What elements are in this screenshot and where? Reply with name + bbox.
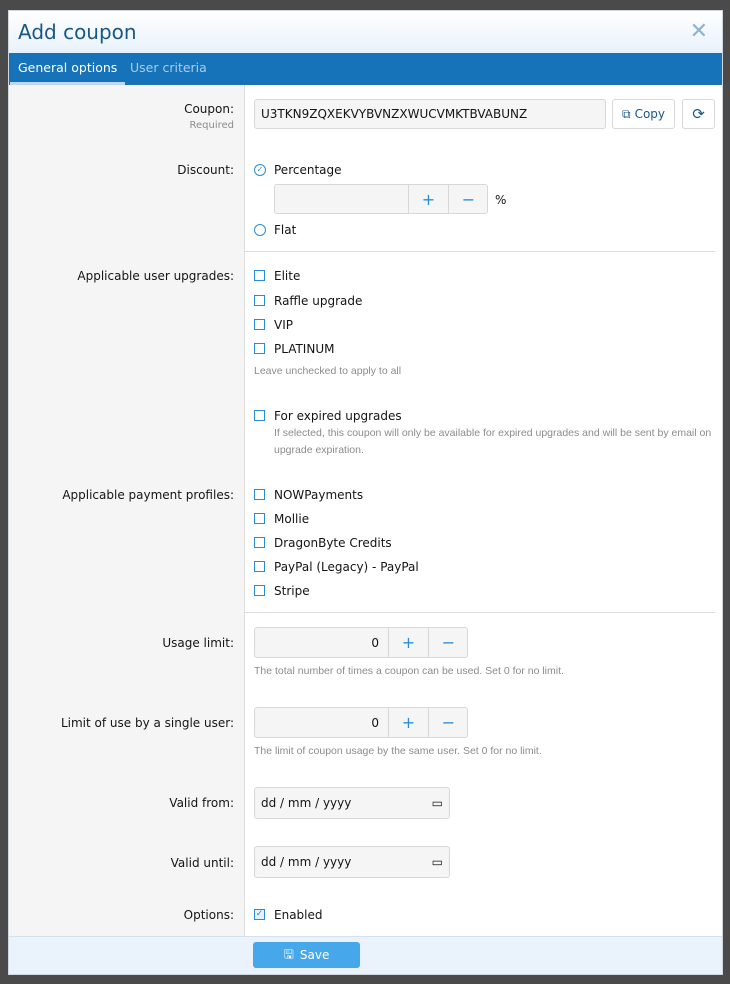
valid-until-label: Valid until: xyxy=(170,856,234,870)
payments-label: Applicable payment profiles: xyxy=(62,488,234,502)
single-user-limit-value[interactable]: 0 xyxy=(371,716,379,730)
calendar-icon[interactable]: ▭ xyxy=(431,855,443,869)
calendar-icon[interactable]: ▭ xyxy=(431,796,443,810)
valid-from-label: Valid from: xyxy=(169,796,234,810)
upgrade-label: PLATINUM xyxy=(274,342,335,356)
percentage-radio[interactable]: ✓ xyxy=(254,164,266,176)
valid-until-input[interactable] xyxy=(254,846,450,878)
enabled-label: Enabled xyxy=(274,908,323,922)
tab-bar xyxy=(9,53,722,85)
payment-label: PayPal (Legacy) - PayPal xyxy=(274,560,419,574)
upgrade-checkbox[interactable] xyxy=(254,319,265,330)
coupon-input[interactable]: U3TKN9ZQXEKVYBVNZXWUCVMKTBVABUNZ xyxy=(254,99,606,129)
expired-hint xyxy=(274,425,719,459)
payment-checkbox[interactable] xyxy=(254,489,265,500)
upgrade-label: Elite xyxy=(274,269,301,283)
upgrade-checkbox[interactable] xyxy=(254,343,265,354)
divider xyxy=(245,612,715,613)
increment-button[interactable]: + xyxy=(388,708,428,737)
flat-radio[interactable] xyxy=(254,224,266,236)
percent-sign: % xyxy=(495,193,507,207)
payment-label: Mollie xyxy=(274,512,310,526)
upgrade-checkbox[interactable] xyxy=(254,270,265,281)
copy-icon: ⧉ xyxy=(621,106,631,121)
percentage-stepper[interactable] xyxy=(274,184,488,214)
payment-label: Stripe xyxy=(274,584,310,598)
single-user-limit-hint: The limit of coupon usage by the same user. Set 0 for no limit. xyxy=(254,745,542,757)
flat-label: Flat xyxy=(274,223,297,237)
expired-upgrades-checkbox[interactable] xyxy=(254,410,265,421)
valid-from-input[interactable] xyxy=(254,787,450,819)
options-label: Options: xyxy=(183,908,234,922)
single-user-limit-label: Limit of use by a single user: xyxy=(60,716,234,730)
expired-upgrades-label: For expired upgrades xyxy=(274,409,402,423)
upgrade-label: VIP xyxy=(274,318,293,332)
decrement-button[interactable]: − xyxy=(428,708,468,737)
decrement-button[interactable]: − xyxy=(428,628,468,657)
usage-limit-stepper[interactable] xyxy=(254,627,468,658)
discount-label: Discount: xyxy=(177,163,234,177)
regenerate-button[interactable] xyxy=(682,99,715,129)
expired-hint-part1: If selected, this coupon will only be available for expired upgrades and will be sent by xyxy=(274,427,669,439)
save-icon: 🖫 xyxy=(283,946,294,961)
upgrades-label: Applicable user upgrades: xyxy=(77,269,234,283)
single-user-limit-stepper[interactable] xyxy=(254,707,468,738)
payment-checkbox[interactable] xyxy=(254,537,265,548)
payment-label: DragonByte Credits xyxy=(274,536,392,550)
increment-button[interactable]: + xyxy=(408,185,448,213)
upgrade-checkbox[interactable] xyxy=(254,295,265,306)
coupon-label: Coupon: xyxy=(184,102,234,116)
dialog-header xyxy=(9,11,722,53)
percentage-label: Percentage xyxy=(274,163,342,177)
tab-user-criteria[interactable]: User criteria xyxy=(130,60,207,75)
copy-button[interactable] xyxy=(612,99,675,129)
close-icon[interactable]: ✕ xyxy=(689,19,708,44)
usage-limit-label: Usage limit: xyxy=(162,636,234,650)
payment-checkbox[interactable] xyxy=(254,585,265,596)
dialog-footer xyxy=(9,936,722,974)
refresh-icon: ⟳ xyxy=(692,105,705,123)
coupon-required: Required xyxy=(189,120,234,131)
expired-hint-part2: email on upgrade expiration. xyxy=(274,427,712,456)
dialog-title: Add coupon xyxy=(18,20,137,44)
payment-checkbox[interactable] xyxy=(254,513,265,524)
decrement-button[interactable]: − xyxy=(448,185,488,213)
increment-button[interactable]: + xyxy=(388,628,428,657)
tab-general-options[interactable]: General options xyxy=(10,53,125,85)
payment-checkbox[interactable] xyxy=(254,561,265,572)
enabled-checkbox[interactable]: ✓ xyxy=(255,909,264,919)
upgrades-hint: Leave unchecked to apply to all xyxy=(254,365,402,377)
copy-label: Copy xyxy=(634,107,666,121)
save-label: Save xyxy=(299,948,330,962)
save-button[interactable] xyxy=(253,942,360,968)
upgrade-label: Raffle upgrade xyxy=(274,294,363,308)
add-coupon-dialog xyxy=(8,10,723,975)
usage-limit-hint: The total number of times a coupon can be used. Set 0 for no limit. xyxy=(254,665,564,677)
divider xyxy=(245,251,715,252)
usage-limit-value[interactable]: 0 xyxy=(371,636,379,650)
payment-label: NOWPayments xyxy=(274,488,364,502)
valid-until-placeholder: dd / mm / yyyy xyxy=(261,855,352,869)
valid-from-placeholder: dd / mm / yyyy xyxy=(261,796,352,810)
